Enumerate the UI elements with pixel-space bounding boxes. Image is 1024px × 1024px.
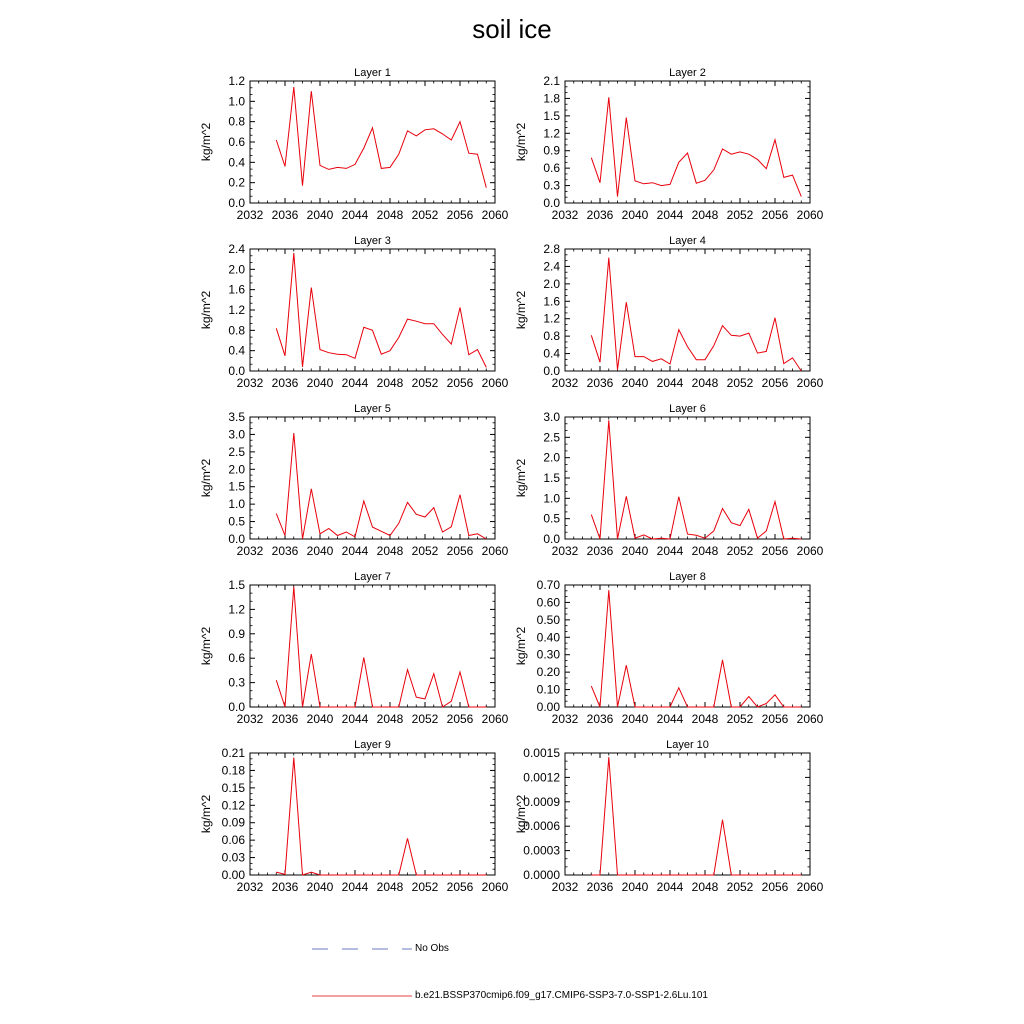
- y-tick-label: 1.0: [543, 491, 560, 506]
- x-tick-label: 2040: [306, 544, 334, 558]
- y-tick-label: 0.30: [536, 647, 560, 662]
- x-tick-label: 2052: [726, 880, 754, 894]
- panel-title: Layer 10: [666, 739, 709, 751]
- y-tick-label: 1.6: [543, 294, 560, 309]
- x-tick-label: 2044: [341, 544, 369, 558]
- x-tick-label: 2036: [271, 544, 299, 558]
- y-axis-label: kg/m^2: [199, 290, 213, 330]
- y-tick-label: 0.0003: [523, 843, 560, 858]
- y-tick-label: 0.70: [536, 578, 560, 592]
- y-tick-label: 1.0: [228, 94, 245, 109]
- x-tick-label: 2044: [656, 544, 684, 558]
- panel-title: Layer 9: [354, 739, 391, 751]
- x-tick-label: 2044: [656, 376, 684, 390]
- x-tick-label: 2032: [236, 880, 264, 894]
- x-tick-label: 2048: [691, 712, 719, 726]
- x-tick-label: 2060: [796, 880, 824, 894]
- y-tick-label: 3.0: [228, 427, 245, 442]
- y-tick-label: 0.6: [228, 135, 245, 149]
- x-tick-label: 2052: [726, 376, 754, 390]
- y-axis-label: kg/m^2: [514, 794, 528, 834]
- x-tick-label: 2044: [656, 208, 684, 222]
- x-tick-label: 2048: [376, 544, 404, 558]
- x-tick-label: 2036: [586, 208, 614, 222]
- x-tick-label: 2036: [271, 208, 299, 222]
- x-tick-label: 2040: [621, 712, 649, 726]
- x-tick-label: 2052: [411, 712, 439, 726]
- x-tick-label: 2056: [446, 880, 474, 894]
- y-tick-label: 1.2: [228, 74, 245, 88]
- y-axis-label: kg/m^2: [514, 458, 528, 498]
- x-tick-label: 2052: [411, 880, 439, 894]
- x-tick-label: 2032: [236, 712, 264, 726]
- y-tick-label: 0.5: [543, 511, 560, 526]
- y-axis-label: kg/m^2: [514, 122, 528, 162]
- x-tick-label: 2060: [796, 208, 824, 222]
- y-tick-label: 0.0: [228, 700, 245, 714]
- x-tick-label: 2056: [761, 880, 789, 894]
- x-tick-label: 2056: [446, 544, 474, 558]
- x-tick-label: 2044: [341, 880, 369, 894]
- x-tick-label: 2036: [271, 376, 299, 390]
- x-tick-label: 2060: [796, 376, 824, 390]
- x-tick-label: 2052: [726, 544, 754, 558]
- y-tick-label: 0.40: [536, 630, 560, 645]
- x-tick-label: 2060: [481, 880, 509, 894]
- y-tick-label: 0.12: [221, 798, 245, 813]
- y-axis-label: kg/m^2: [199, 122, 213, 162]
- x-tick-label: 2040: [621, 544, 649, 558]
- y-tick-label: 0.5: [228, 514, 245, 529]
- y-tick-label: 0.3: [543, 178, 560, 193]
- y-tick-label: 0.20: [536, 665, 560, 680]
- x-tick-label: 2040: [306, 376, 334, 390]
- y-tick-label: 0.00: [536, 700, 560, 714]
- y-tick-label: 0.4: [543, 346, 560, 361]
- y-tick-label: 2.8: [543, 242, 560, 256]
- x-tick-label: 2052: [411, 544, 439, 558]
- x-tick-label: 2040: [306, 712, 334, 726]
- x-tick-label: 2056: [761, 544, 789, 558]
- y-tick-label: 0.0: [543, 196, 560, 210]
- x-tick-label: 2048: [691, 376, 719, 390]
- y-tick-label: 0.0: [228, 532, 245, 546]
- y-tick-label: 0.09: [221, 815, 245, 830]
- x-tick-label: 2056: [446, 208, 474, 222]
- panel-title: Layer 7: [354, 571, 391, 583]
- y-tick-label: 1.2: [228, 303, 245, 317]
- y-tick-label: 3.5: [228, 410, 245, 424]
- y-tick-label: 2.4: [228, 242, 245, 256]
- y-tick-label: 1.5: [228, 578, 245, 592]
- x-tick-label: 2036: [586, 376, 614, 390]
- x-tick-label: 2056: [761, 208, 789, 222]
- panel-title: Layer 2: [669, 67, 706, 79]
- x-tick-label: 2036: [271, 880, 299, 894]
- x-tick-label: 2048: [691, 880, 719, 894]
- y-tick-label: 1.5: [543, 108, 560, 123]
- x-tick-label: 2044: [656, 712, 684, 726]
- x-tick-label: 2048: [376, 376, 404, 390]
- y-axis-label: kg/m^2: [199, 794, 213, 834]
- y-tick-label: 2.0: [543, 450, 560, 465]
- y-tick-label: 0.8: [543, 329, 560, 344]
- y-tick-label: 0.18: [221, 763, 245, 778]
- x-tick-label: 2048: [376, 880, 404, 894]
- y-tick-label: 0.0: [543, 532, 560, 546]
- y-tick-label: 0.03: [221, 850, 245, 865]
- y-tick-label: 0.00: [221, 868, 245, 882]
- x-tick-label: 2036: [586, 880, 614, 894]
- y-tick-label: 2.5: [543, 430, 560, 445]
- y-tick-label: 1.6: [228, 282, 245, 297]
- y-tick-label: 0.4: [228, 343, 245, 358]
- y-tick-label: 1.5: [228, 479, 245, 494]
- x-tick-label: 2040: [621, 880, 649, 894]
- y-tick-label: 2.0: [228, 262, 245, 277]
- y-axis-label: kg/m^2: [514, 626, 528, 666]
- y-tick-label: 0.0006: [523, 819, 560, 834]
- x-tick-label: 2056: [761, 376, 789, 390]
- x-tick-label: 2032: [236, 376, 264, 390]
- y-tick-label: 3.0: [543, 410, 560, 424]
- y-tick-label: 0.0000: [523, 868, 560, 882]
- x-tick-label: 2056: [446, 712, 474, 726]
- x-tick-label: 2032: [551, 880, 579, 894]
- y-tick-label: 0.15: [221, 780, 245, 795]
- y-tick-label: 0.3: [228, 675, 245, 690]
- panel-title: Layer 5: [354, 403, 391, 415]
- y-axis-label: kg/m^2: [199, 626, 213, 666]
- y-tick-label: 0.8: [228, 323, 245, 338]
- legend-model-label: b.e21.BSSP370cmip6.f09_g17.CMIP6-SSP3-7.0-SSP1-2.6Lu.101: [415, 990, 708, 1001]
- y-tick-label: 2.0: [543, 276, 560, 291]
- x-tick-label: 2052: [726, 712, 754, 726]
- x-tick-label: 2044: [656, 880, 684, 894]
- y-tick-label: 0.0: [543, 364, 560, 378]
- x-tick-label: 2032: [551, 544, 579, 558]
- x-tick-label: 2052: [411, 376, 439, 390]
- x-tick-label: 2040: [621, 208, 649, 222]
- y-axis-label: kg/m^2: [514, 290, 528, 330]
- x-tick-label: 2032: [551, 712, 579, 726]
- y-tick-label: 0.6: [228, 651, 245, 666]
- panel-title: Layer 8: [669, 571, 706, 583]
- x-tick-label: 2060: [481, 208, 509, 222]
- y-tick-label: 0.6: [543, 161, 560, 176]
- y-tick-label: 1.2: [228, 602, 245, 617]
- y-tick-label: 1.0: [228, 497, 245, 512]
- x-tick-label: 2044: [341, 208, 369, 222]
- y-tick-label: 1.5: [543, 471, 560, 485]
- y-tick-label: 2.4: [543, 259, 560, 274]
- x-tick-label: 2048: [691, 544, 719, 558]
- y-tick-label: 0.0012: [523, 770, 560, 785]
- legend-obs-label: No Obs: [415, 943, 449, 954]
- panel-title: Layer 4: [669, 235, 706, 247]
- y-tick-label: 0.06: [221, 833, 245, 848]
- x-tick-label: 2048: [376, 208, 404, 222]
- x-tick-label: 2032: [236, 544, 264, 558]
- x-tick-label: 2036: [271, 712, 299, 726]
- x-tick-label: 2040: [621, 376, 649, 390]
- x-tick-label: 2056: [446, 376, 474, 390]
- y-tick-label: 0.60: [536, 595, 560, 610]
- panel-title: Layer 3: [354, 235, 391, 247]
- x-tick-label: 2044: [341, 712, 369, 726]
- figure-title: soil ice: [472, 14, 552, 44]
- y-tick-label: 1.2: [543, 311, 560, 326]
- x-tick-label: 2060: [481, 376, 509, 390]
- y-tick-label: 0.10: [536, 682, 560, 697]
- y-tick-label: 0.0015: [523, 746, 560, 760]
- x-tick-label: 2052: [411, 208, 439, 222]
- x-tick-label: 2032: [551, 376, 579, 390]
- y-tick-label: 0.8: [228, 114, 245, 129]
- x-tick-label: 2040: [306, 880, 334, 894]
- y-tick-label: 1.2: [543, 126, 560, 141]
- x-tick-label: 2032: [236, 208, 264, 222]
- y-tick-label: 0.21: [221, 746, 245, 760]
- x-tick-label: 2048: [691, 208, 719, 222]
- x-tick-label: 2036: [586, 544, 614, 558]
- x-tick-label: 2032: [551, 208, 579, 222]
- panel-title: Layer 6: [669, 403, 706, 415]
- y-tick-label: 0.4: [228, 155, 245, 170]
- x-tick-label: 2060: [796, 544, 824, 558]
- y-tick-label: 2.1: [543, 74, 560, 88]
- x-tick-label: 2060: [481, 544, 509, 558]
- y-tick-label: 2.0: [228, 462, 245, 477]
- x-tick-label: 2052: [726, 208, 754, 222]
- y-tick-label: 0.9: [543, 143, 560, 158]
- x-tick-label: 2060: [481, 712, 509, 726]
- y-tick-label: 0.50: [536, 612, 560, 627]
- y-tick-label: 0.0009: [523, 794, 560, 809]
- y-tick-label: 0.2: [228, 175, 245, 190]
- y-axis-label: kg/m^2: [199, 458, 213, 498]
- x-tick-label: 2048: [376, 712, 404, 726]
- y-tick-label: 0.0: [228, 196, 245, 210]
- x-tick-label: 2060: [796, 712, 824, 726]
- x-tick-label: 2040: [306, 208, 334, 222]
- x-tick-label: 2056: [761, 712, 789, 726]
- x-tick-label: 2036: [586, 712, 614, 726]
- y-tick-label: 1.8: [543, 91, 560, 106]
- x-tick-label: 2044: [341, 376, 369, 390]
- y-tick-label: 0.9: [228, 626, 245, 641]
- panel-title: Layer 1: [354, 67, 391, 79]
- y-tick-label: 2.5: [228, 444, 245, 459]
- y-tick-label: 0.0: [228, 364, 245, 378]
